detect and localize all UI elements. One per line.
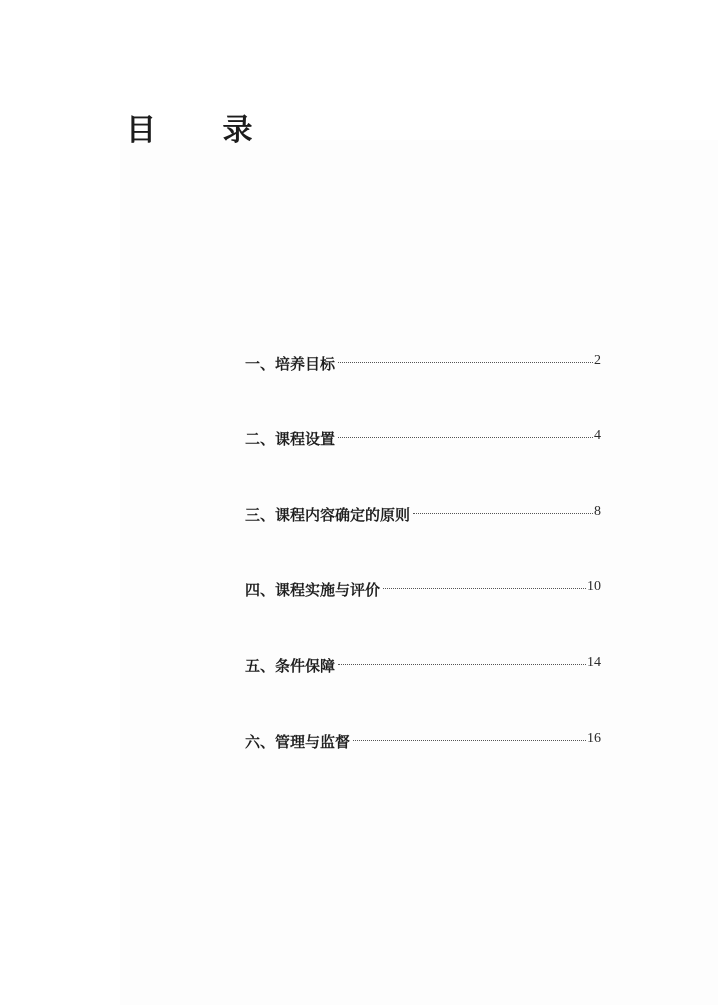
toc-page-number: 16 — [587, 731, 601, 746]
toc-entry[interactable] — [245, 501, 601, 525]
toc-entry[interactable] — [245, 425, 601, 449]
toc-entry-label: 六、管理与监督 — [245, 733, 351, 751]
toc-entry[interactable] — [245, 350, 601, 374]
toc-entry-label: 四、课程实施与评价 — [245, 581, 381, 599]
toc-page-number: 8 — [594, 504, 601, 519]
toc-entry-label: 五、条件保障 — [245, 657, 336, 675]
toc-page-number: 14 — [587, 655, 601, 670]
toc-entry-label: 三、课程内容确定的原则 — [245, 506, 411, 524]
toc-dot-leader — [338, 362, 593, 363]
toc-page-number: 4 — [594, 428, 601, 443]
toc-entry[interactable] — [245, 576, 601, 600]
toc-page-number: 10 — [587, 579, 601, 594]
toc-entry-label: 二、课程设置 — [245, 430, 336, 448]
page-shade — [120, 140, 718, 1005]
toc-dot-leader — [338, 437, 593, 438]
toc-entry[interactable] — [245, 728, 601, 752]
page-title: 目 录 — [126, 113, 281, 148]
toc-entry[interactable] — [245, 652, 601, 676]
toc-dot-leader — [413, 513, 593, 514]
toc-dot-leader — [353, 740, 586, 741]
toc-entry-label: 一、培养目标 — [245, 355, 336, 373]
toc-page-number: 2 — [594, 353, 601, 368]
toc-dot-leader — [338, 664, 586, 665]
toc-dot-leader — [383, 588, 586, 589]
